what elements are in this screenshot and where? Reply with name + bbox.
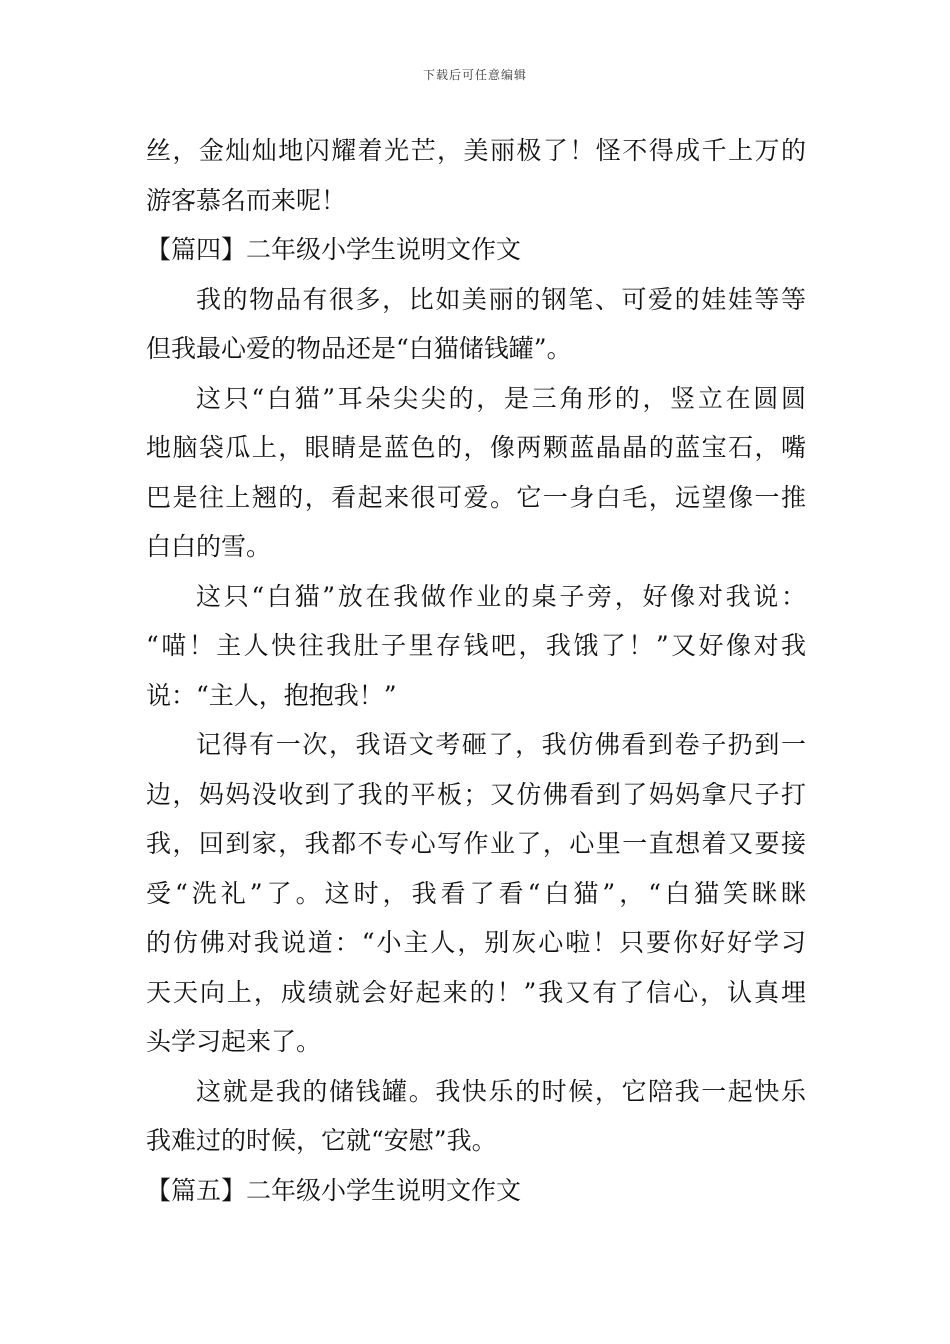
section-heading: 【篇五】二年级小学生说明文作文 [146, 1175, 522, 1205]
document-body [146, 126, 806, 1215]
paragraph-line: “喵！主人快往我肚子里存钱吧，我饿了！”又好像对我 [146, 631, 806, 660]
paragraph-line: 我，回到家，我都不专心写作业了，心里一直想着又要接 [146, 829, 806, 858]
paragraph-line: 天天向上，成绩就会好起来的！”我又有了信心，认真埋 [146, 977, 806, 1007]
paragraph-line: 边，妈妈没收到了我的平板；又仿佛看到了妈妈拿尺子打 [146, 779, 806, 809]
paragraph-line: 受“洗礼”了。这时，我看了看“白猫”，“白猫笑眯眯 [146, 878, 806, 908]
paragraph-line: 但我最心爱的物品还是“白猫储钱罐”。 [146, 334, 572, 363]
paragraph-line: 这只“白猫”耳朵尖尖的，是三角形的，竖立在圆圆 [196, 383, 806, 413]
paragraph-line: 巴是往上翘的，看起来很可爱。它一身白毛，远望像一推 [146, 482, 806, 512]
paragraph-line: 这只“白猫”放在我做作业的桌子旁，好像对我说： [196, 581, 806, 611]
paragraph-line: 说：“主人，抱抱我！” [146, 680, 397, 710]
paragraph-line: 头学习起来了。 [146, 1027, 322, 1056]
paragraph-line: 我的物品有很多，比如美丽的钢笔、可爱的娃娃等等 [196, 284, 806, 314]
paragraph-line: 白白的雪。 [146, 532, 272, 561]
paragraph-line: 的仿佛对我说道：“小主人，别灰心啦！只要你好好学习 [146, 928, 806, 957]
page-header: 下载后可任意编辑 [422, 68, 527, 82]
paragraph-line: 记得有一次，我语文考砸了，我仿佛看到卷子扔到一 [196, 730, 806, 759]
paragraph-line: 游客慕名而来呢！ [146, 185, 347, 215]
paragraph-line: 地脑袋瓜上，眼睛是蓝色的，像两颗蓝晶晶的蓝宝石，嘴 [146, 433, 806, 462]
section-heading: 【篇四】二年级小学生说明文作文 [146, 235, 522, 264]
paragraph-line: 我难过的时候，它就“安慰”我。 [146, 1126, 497, 1155]
paragraph-line: 丝，金灿灿地闪耀着光芒，美丽极了！怪不得成千上万的 [146, 136, 806, 165]
paragraph-line: 这就是我的储钱罐。我快乐的时候，它陪我一起快乐 [196, 1076, 806, 1106]
